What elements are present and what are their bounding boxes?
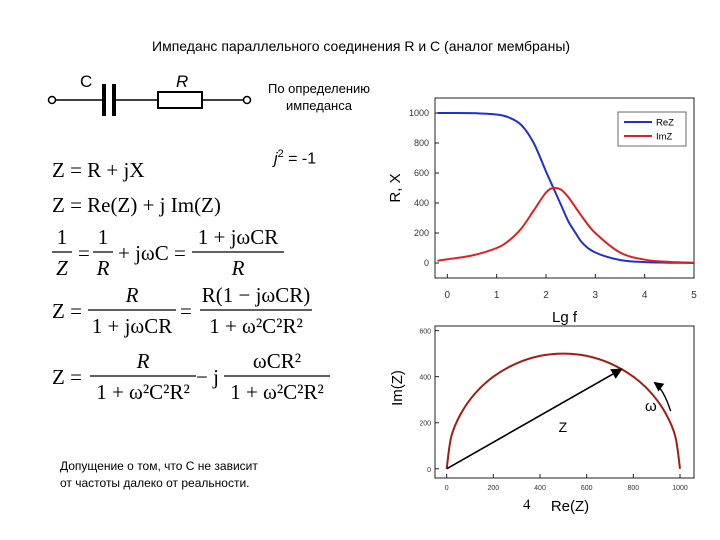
eq5-den-2: 1 + ω²C²R² [230,380,324,404]
x-axis-label: Lg f [551,309,578,326]
eq4-num-1: R [125,283,139,307]
identity-rest: = -1 [283,150,317,168]
eq5-lhs: Z = [52,365,82,389]
assumption-note [60,458,258,492]
resistor-label: R [176,72,189,91]
y-tick-label: 200 [419,420,431,428]
x-tick-label: 0 [444,290,451,301]
fraction-equations [40,222,340,412]
eq3-num-1b: 1 [97,225,109,249]
eq4-equals: = [180,299,192,323]
frequency-response-chart [380,90,710,330]
definition-line-2: импеданса [286,98,352,113]
j-symbol: j [274,150,278,168]
x-tick-label: 4 [641,290,648,301]
capacitor-label: C [80,72,93,91]
x-tick-label: 3 [592,290,599,301]
eq4-den-2: 1 + ω²C²R² [209,314,303,338]
note-line-1: Допущение о том, что C не зависит [60,459,258,473]
definition-note [268,80,370,114]
eq5-num-1: R [136,349,150,373]
series-line-imz [438,188,695,263]
equation-1: Z = R + jX [52,158,145,182]
page-number: 4 [523,497,531,513]
eq3-den-R: R [96,256,110,280]
eq5-num-2: ωCR² [252,349,302,373]
eq3-rhs-den: R [231,256,245,280]
x-tick-label: 200 [487,485,500,492]
circuit-diagram [40,70,270,130]
equation-2: Z = Re(Z) + j Im(Z) [52,193,221,217]
eq3-den-Z: Z [56,256,68,280]
eq4-lhs: Z = [52,299,82,323]
eq4-den-1: 1 + jωCR [91,314,173,338]
y-tick-label: 0 [423,258,429,268]
x-tick-label: 1000 [672,485,688,492]
eq5-den-1: 1 + ω²C²R² [96,380,190,404]
y-tick-label: 800 [413,138,429,148]
note-line-2: от частоты далеко от реальности. [60,476,250,490]
x-tick-label: 800 [627,485,640,492]
x-tick-label: 1 [493,290,500,301]
x-tick-label: 600 [580,485,593,492]
slide-title: Импеданс параллельного соединения R и C (аналог мембраны) [152,38,571,54]
j-squared-identity [274,148,316,168]
y-tick-label: 0 [427,466,431,474]
y-tick-label: 400 [419,374,431,382]
y-tick-label: 200 [413,228,429,238]
x-tick-label: 5 [691,290,697,301]
x-tick-label: 0 [444,485,449,492]
terminal-left [49,97,56,104]
x-axis-label: Re(Z) [550,498,590,515]
resistor [158,92,202,108]
definition-line-1: По определению [268,81,371,96]
eq3-num-1: 1 [56,225,68,249]
y-tick-label: 1000 [408,108,429,118]
nyquist-chart [380,318,710,518]
eq4-num-2: R(1 − jωCR) [201,283,311,307]
x-tick-label: 2 [543,290,549,301]
legend-label: ReZ [656,117,674,129]
y-tick-label: 600 [419,328,431,336]
y-tick-label: 400 [413,198,429,208]
legend-label: ImZ [656,131,673,143]
legend-box [618,112,686,146]
vector-label: Z [558,418,568,435]
y-axis-label: Im(Z) [389,370,406,406]
omega-label: ω [645,398,657,416]
impedance-vector [447,369,622,469]
eq3-equals: = [78,241,90,265]
eq3-middle: + jωC = [118,241,186,265]
x-tick-label: 400 [534,485,546,492]
eq5-minus-j: − j [196,365,219,389]
y-tick-label: 600 [413,168,429,178]
eq3-rhs-num: 1 + jωCR [197,225,279,249]
y-axis-label: R, X [387,173,404,203]
terminal-right [244,97,251,104]
j-exponent: 2 [277,148,284,160]
